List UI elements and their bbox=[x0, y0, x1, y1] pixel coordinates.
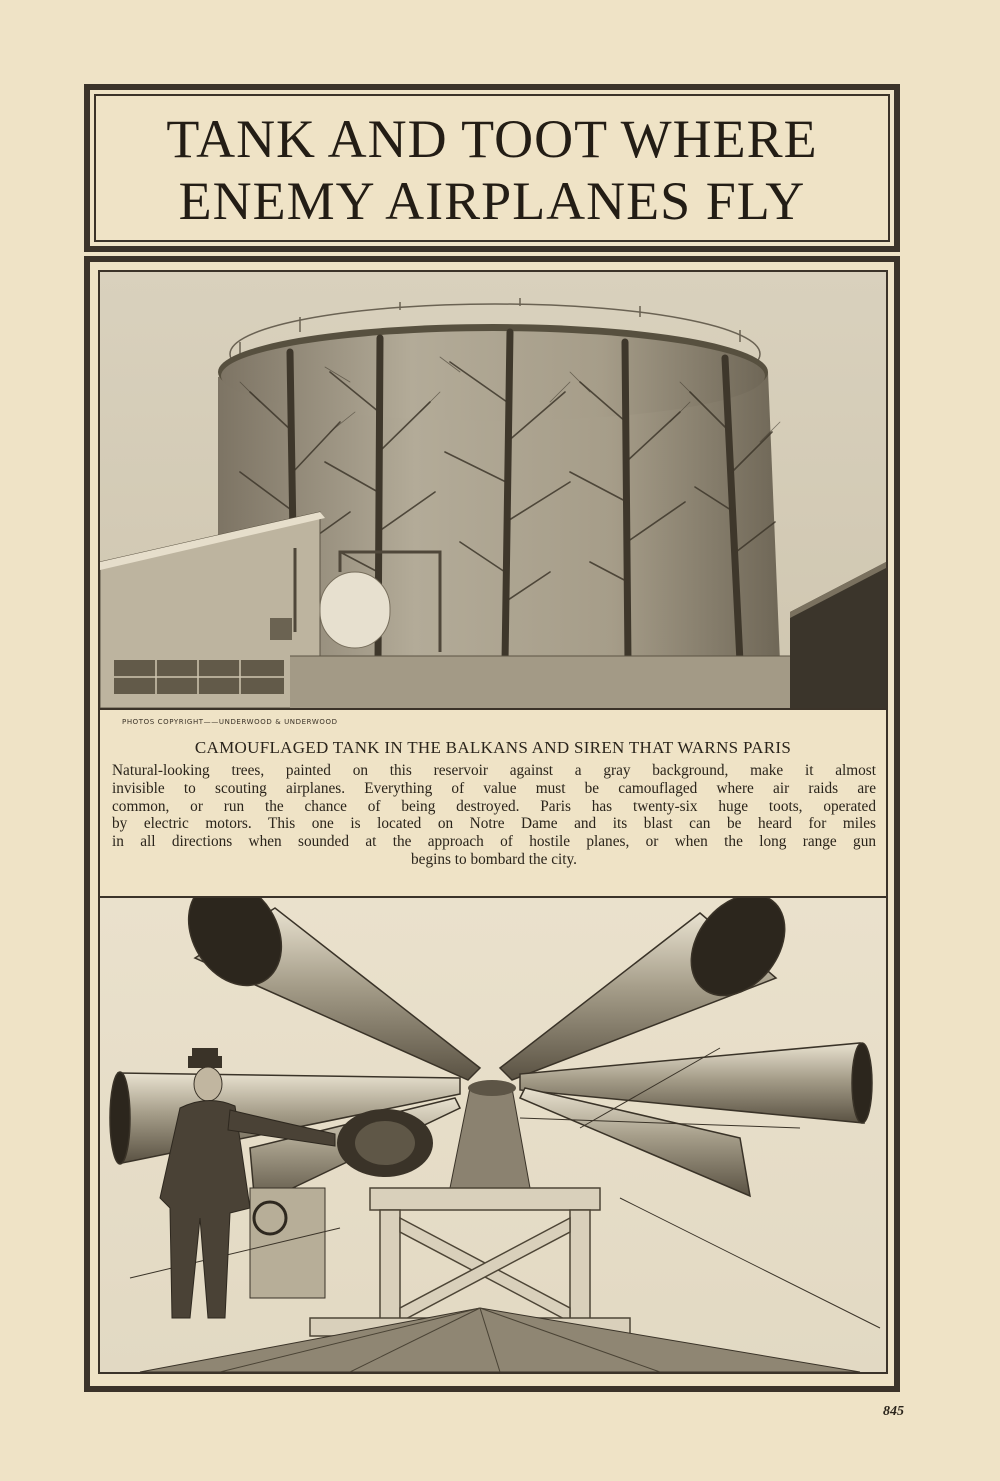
page-number: 845 bbox=[883, 1404, 904, 1419]
siren-illustration bbox=[100, 898, 886, 1372]
caption-line: invisible to scouting airplanes. Everything of value must be camouflaged where air raids are bbox=[112, 779, 876, 797]
caption-line: Natural-looking trees, painted on this reservoir against a gray background, make it almost bbox=[112, 762, 876, 779]
camouflaged-tank-photo bbox=[98, 270, 888, 710]
article-title-line-2: ENEMY AIRPLANES FLY bbox=[178, 171, 806, 231]
article-title-line-1: TANK AND TOOT WHERE bbox=[166, 109, 818, 169]
title-box bbox=[84, 84, 900, 252]
caption-line: by electric motors. This one is located on Notre Dame and its blast can be heard for miles bbox=[112, 815, 876, 833]
caption-body bbox=[112, 762, 876, 869]
article-title bbox=[90, 108, 894, 232]
caption-line: in all directions when sounded at the approach of hostile planes, or when the long range gun bbox=[112, 833, 876, 851]
caption-line: common, or run the chance of being destroyed. Paris has twenty-six huge toots, operated bbox=[112, 797, 876, 815]
caption-headline: CAMOUFLAGED TANK IN THE BALKANS AND SIREN THAT WARNS PARIS bbox=[194, 738, 792, 757]
caption-line: begins to bombard the city. bbox=[411, 850, 577, 868]
camouflaged-tank-illustration bbox=[100, 272, 886, 708]
siren-photo bbox=[98, 896, 888, 1374]
photo-credit: PHOTOS COPYRIGHT——UNDERWOOD & UNDERWOOD bbox=[122, 718, 338, 726]
